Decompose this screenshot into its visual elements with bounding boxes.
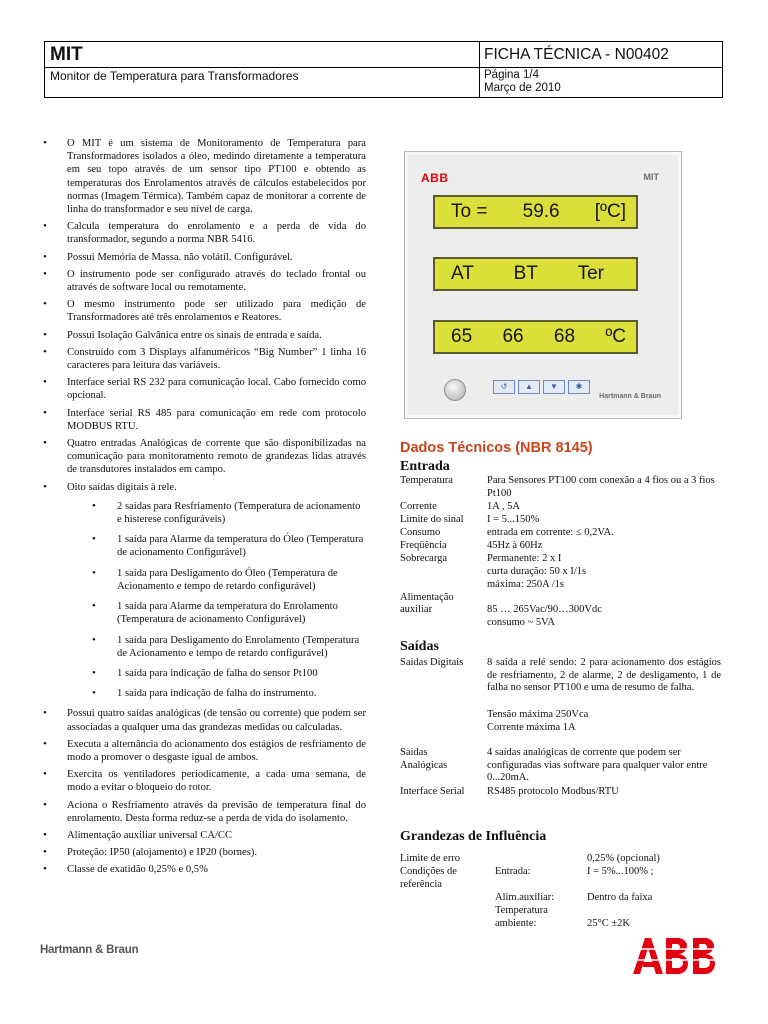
spec-label: Consumo: [400, 527, 441, 538]
page-number: Página 1/4: [484, 69, 539, 81]
enter-key-icon: ✱: [568, 380, 590, 394]
lcd-text: ºC: [605, 326, 626, 347]
spec-label: Analógicas: [400, 760, 448, 771]
lcd-text: AT: [451, 263, 474, 284]
sub-bullet-item: • 1 saída para Desligamento do Óleo (Temperatura de Acionamento e tempo de retardo configurável): [67, 567, 366, 593]
spec-value: 25°C ±2K: [587, 918, 630, 929]
spec-label: Alim.auxiliar:: [495, 892, 555, 903]
sub-bullet-item: • 1 saída para indicação de falha do sensor Pt100: [67, 667, 366, 680]
spec-value: 45Hz à 60Hz: [487, 540, 543, 551]
lcd-text: 68: [553, 326, 576, 347]
spec-label: Freqüência: [400, 540, 447, 551]
spec-label: Saídas Digitais: [400, 657, 464, 668]
spec-value: 85 … 265Vac/90…300Vdc: [487, 604, 602, 615]
sub-bullet-item: • 1 saída para Desligamento do Enrolamento (Temperatura de Acionamento e tempo de retardo configurável): [67, 634, 366, 660]
header-divider-vertical: [479, 42, 480, 97]
section-saidas-title: Saídas: [400, 639, 439, 654]
spec-value: Corrente máxima 1A: [487, 722, 576, 733]
spec-value: 4 saídas analógicas de corrente que podem ser configuradas vias software para qualquer valor entre 0...20mA.: [487, 747, 708, 783]
bullet-text: Oito saídas digitais à rele.: [67, 481, 177, 493]
bullet-item: • Quatro entradas Analógicas de corrente que são disponibilizadas na comunicação para monitoramento remoto de grandezas lidas através de transdutores instalados em campo.: [40, 437, 366, 477]
lcd-text: To =: [451, 201, 488, 222]
spec-label: auxiliar: [400, 604, 433, 615]
spec-value: Permanente: 2 x I: [487, 553, 562, 564]
device-model-label: MIT: [643, 172, 659, 182]
spec-label: Saídas: [400, 747, 428, 758]
bullet-item: • Classe de exatidão 0,25% e 0,5%: [40, 863, 366, 876]
bullet-item: • O mesmo instrumento pode ser utilizado para medição de Transformadores até três enrolamentos e Reatores.: [40, 298, 366, 324]
spec-label: referência: [400, 879, 442, 890]
bullet-item: • Aciona o Resfriamento através da previsão de temperatura final do enrolamento. Desta forma reduz-se a perda de vida do isolamento.: [40, 799, 366, 825]
device-keypad: [493, 380, 590, 394]
bullet-item: • Possui Memória de Massa. não volátil. Configurável.: [40, 251, 366, 264]
feature-list: [40, 137, 366, 881]
spec-label: ambiente:: [495, 918, 537, 929]
down-key-icon: ▼: [543, 380, 565, 394]
spec-label: Condições de: [400, 866, 457, 877]
spec-value: I = 5...150%: [487, 514, 540, 525]
device-maker-label: Hartmann & Braun: [599, 393, 661, 400]
doc-date: Março de 2010: [484, 82, 561, 94]
spec-label: Interface Serial: [400, 786, 465, 797]
doc-subtitle: Monitor de Temperatura para Transformadores: [50, 69, 299, 83]
bullet-item: • O MIT é um sistema de Monitoramento de Temperatura para Transformadores isolados a óleo, medindo diretamente a temperatura em seu topo através de um sensor tipo PT100 e obtendo as temperaturas dos Enrolamentos através de cálculos estabelecidos por normas (Imagem Térmica). Também capaz de monitorar a corrente de linha do transformador e seu nível de carga.: [40, 137, 366, 216]
header-divider-horizontal: [45, 67, 722, 68]
bullet-item: • Exercita os ventiladores periodicamente, a cada uma semana, de modo a evitar o bloqueio do rotor.: [40, 768, 366, 794]
section-grandezas-title: Grandezas de Influência: [400, 829, 547, 844]
up-key-icon: ▲: [518, 380, 540, 394]
spec-value: Tensão máxima 250Vca: [487, 709, 589, 720]
bullet-item: • Interface serial RS 232 para comunicação local. Cabo fornecido como opcional.: [40, 376, 366, 402]
bullet-item: • Calcula temperatura do enrolamento e a perda de vida do transformador, segundo a norma NBR 5416.: [40, 220, 366, 246]
bullet-item: • Interface serial RS 485 para comunicação em rede com protocolo MODBUS RTU.: [40, 407, 366, 433]
device-front-panel: [404, 151, 682, 419]
hartmann-braun-logo: Hartmann & Braun: [40, 944, 139, 956]
bullet-item-outputs: [40, 481, 366, 701]
bullet-item: • Possui Isolação Galvânica entre os sinais de entrada e saída.: [40, 329, 366, 342]
spec-value: máxima: 250A /1s: [487, 579, 564, 590]
spec-value: Dentro da faixa: [587, 892, 653, 903]
spec-value: Para Sensores PT100 com conexão a 4 fios ou a 3 fios Pt100: [487, 475, 715, 499]
spec-value: 1A , 5A: [487, 501, 520, 512]
spec-label: Entrada:: [495, 866, 531, 877]
lcd-text: Ter: [577, 263, 604, 284]
bullet-item: • Possui quatro saídas analógicas (de tensão ou corrente) que podem ser associadas a qualquer uma das grandezas medidas ou calculadas.: [40, 707, 366, 733]
spec-value: curta duração: 50 x I/1s: [487, 566, 587, 577]
lcd-text: 59.6: [522, 201, 560, 222]
spec-value: 8 saída a relé sendo: 2 para acionamento dos estágios de resfriamento, 2 de alarme, 2 de desligamento, 1 de falha no sensor PT100 e uma de resumo de falha.: [487, 657, 721, 693]
lcd-display-middle: [433, 257, 638, 291]
bullet-item: • O instrumento pode ser configurado através do teclado frontal ou através de software local ou remotamente.: [40, 268, 366, 294]
spec-label: Alimentação: [400, 592, 454, 603]
spec-value: I = 5%...100% ;: [587, 866, 654, 877]
section-entrada-title: Entrada: [400, 459, 450, 474]
lcd-display-bottom: [433, 320, 638, 354]
spec-label: Sobrecarga: [400, 553, 448, 564]
tech-data-title: Dados Técnicos (NBR 8145): [400, 440, 593, 456]
spec-value: consumo ~ 5VA: [487, 617, 555, 628]
lcd-text: BT: [513, 263, 538, 284]
header-table: [44, 41, 723, 98]
sub-bullet-item: • 2 saídas para Resfriamento (Temperatura de acionamento e histerese configuráveis): [67, 500, 366, 526]
spec-label: Limite de erro: [400, 853, 461, 864]
bullet-item: • Construído com 3 Displays alfanuméricos “Big Number” 1 linha 16 caracteres para leitura das variáveis.: [40, 346, 366, 372]
spec-value: entrada em corrente: ≤ 0,2VA.: [487, 527, 614, 538]
spec-label: Temperatura: [400, 475, 453, 486]
spec-label: Corrente: [400, 501, 437, 512]
abb-logo-icon: [631, 936, 724, 976]
spec-label: Limite do sinal: [400, 514, 464, 525]
device-brand-logo: ABB: [421, 171, 449, 185]
lcd-text: 65: [451, 326, 473, 347]
spec-label: Temperatura: [495, 905, 548, 916]
bullet-item: • Proteção: IP50 (alojamento) e IP20 (bornes).: [40, 846, 366, 859]
sub-bullet-item: • 1 saída para Alarme da temperatura do Enrolamento (Temperatura de acionamento Configurável): [67, 600, 366, 626]
bullet-item: • Alimentação auxiliar universal CA/CC: [40, 829, 366, 842]
lcd-display-top: [433, 195, 638, 229]
sub-bullet-list: [67, 500, 366, 700]
spec-value: RS485 protocolo Modbus/RTU: [487, 786, 619, 797]
reset-key-icon: ↺: [493, 380, 515, 394]
sub-bullet-item: • 1 saída para indicação de falha do instrumento.: [67, 687, 366, 700]
sub-bullet-item: • 1 saída para Alarme da temperatura do Óleo (Temperatura de acionamento Configurável): [67, 533, 366, 559]
product-name: MIT: [50, 44, 83, 65]
lcd-text: [ºC]: [594, 201, 626, 222]
lcd-text: 66: [502, 326, 524, 347]
spec-value: 0,25% (opcional): [587, 853, 660, 864]
bullet-item: • Executa a alternância do acionamento dos estágios de resfriamento de modo a promover o desgaste igual de ambos.: [40, 738, 366, 764]
device-knob: [444, 379, 466, 401]
doc-code: FICHA TÉCNICA - N00402: [484, 46, 669, 63]
